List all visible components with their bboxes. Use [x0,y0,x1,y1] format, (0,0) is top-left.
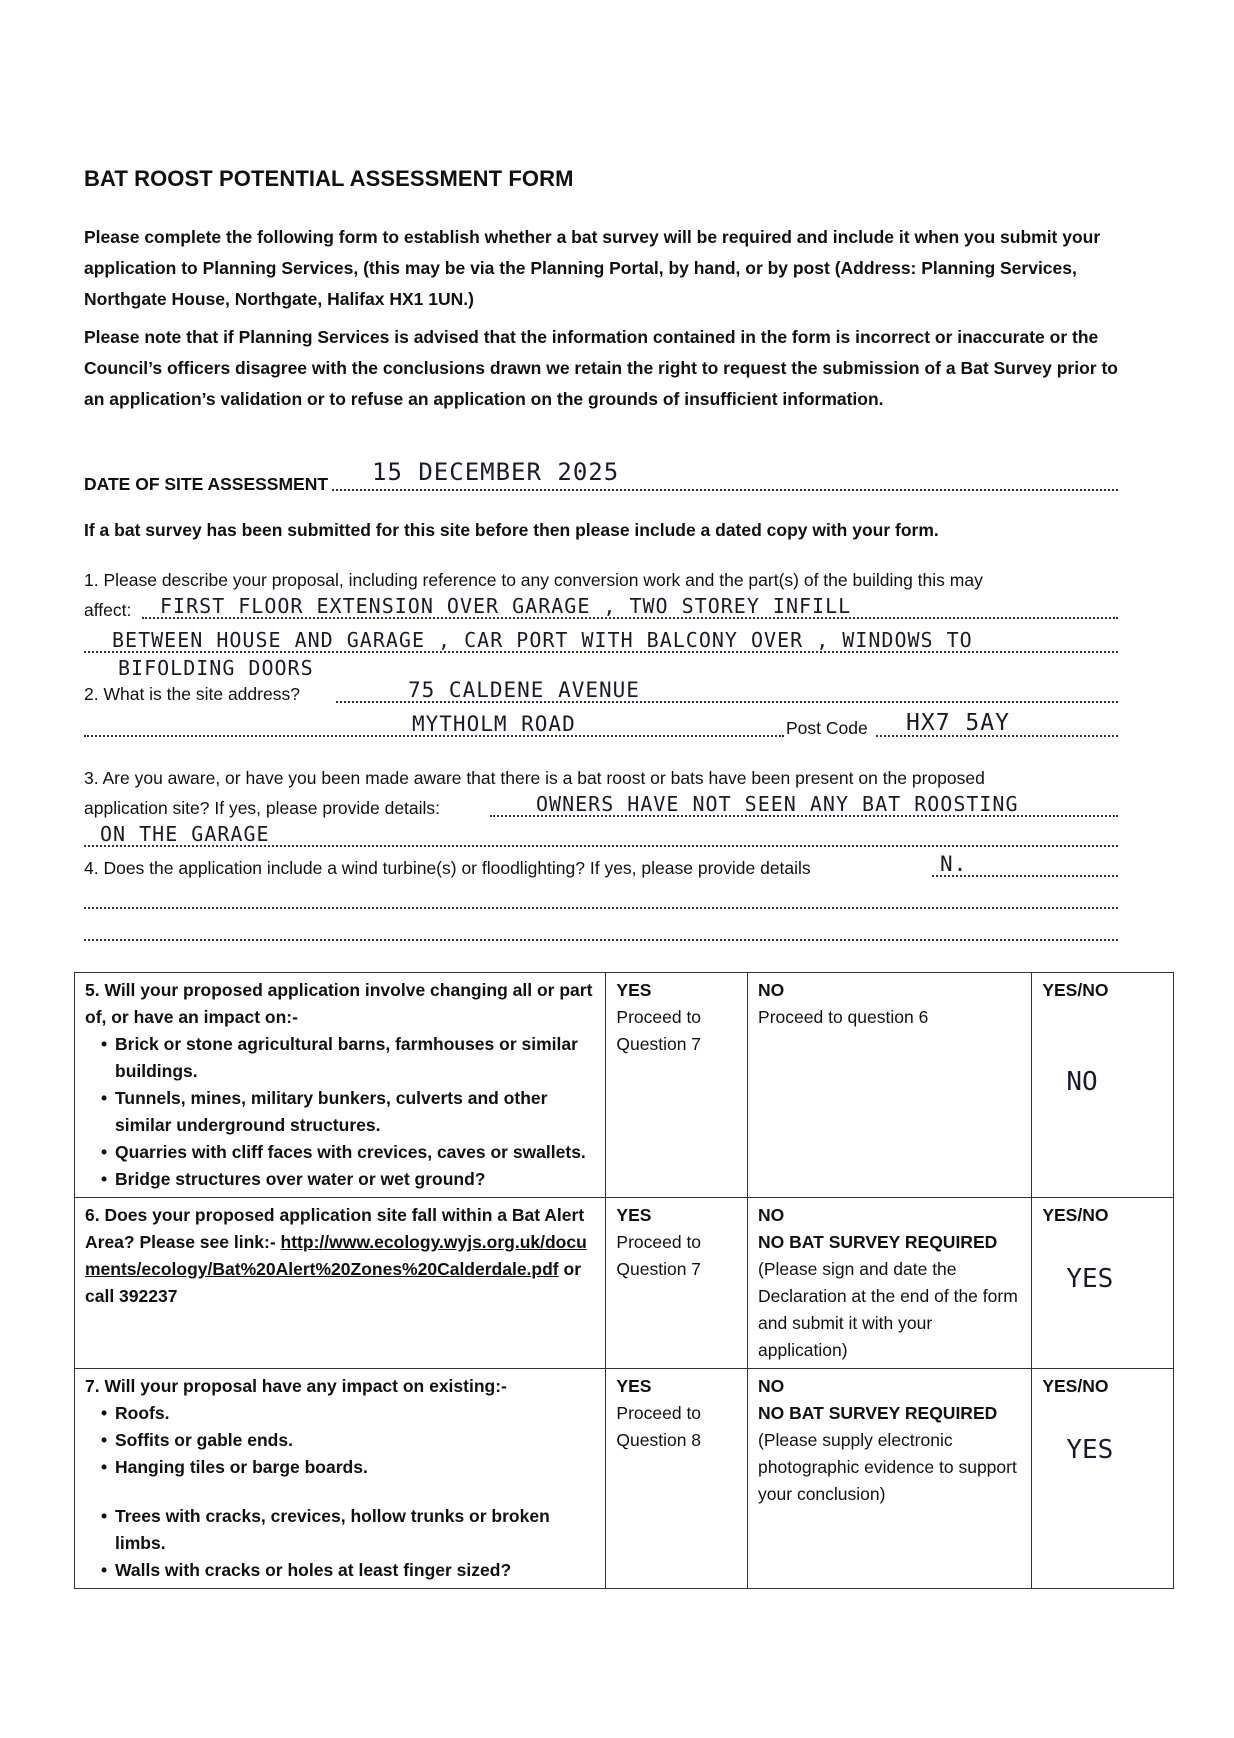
prior-survey-note: If a bat survey has been submitted for this site before then please include a dated copy with your form. [84,520,939,540]
form-title: BAT ROOST POTENTIAL ASSESSMENT FORM [84,166,574,191]
q7-bullets-a [85,1400,595,1481]
date-dotted-line [332,489,1118,491]
postcode-value[interactable]: HX7 5AY [906,710,1010,736]
q3-answer-2[interactable]: ON THE GARAGE [100,822,270,846]
q6-question: 6. Does your proposed application site fall within a Bat Alert Area? Please see link:- [85,1205,585,1252]
q1-answer-1[interactable]: FIRST FLOOR EXTENSION OVER GARAGE , TWO STOREY INFILL [160,594,852,618]
q7-no-text: (Please supply electronic photographic evidence to support your conclusion) [758,1430,1017,1504]
table-row-q5 [75,973,1174,1198]
list-item: • Bridge structures over water or wet ground? [101,1166,595,1193]
q2-answer-1[interactable]: 75 CALDENE AVENUE [408,678,640,702]
questions-table [74,972,1174,1589]
q7-no-cell [748,1369,1032,1589]
list-item: • Quarries with cliff faces with crevices, caves or swallets. [101,1139,595,1166]
q5-no-text: Proceed to question 6 [758,1007,929,1027]
q5-answer-cell [1032,973,1174,1198]
q1-affect-label: affect: [84,600,132,620]
q6-yes-head: YES [616,1205,652,1225]
q6-yn-head: YES/NO [1042,1205,1109,1225]
q4-text: 4. Does the application include a wind turbine(s) or floodlighting? If yes, please provide details [84,858,811,878]
q7-yn-head: YES/NO [1042,1376,1109,1396]
q7-no-head: NO [758,1376,785,1396]
q7-bullets-b [85,1503,595,1584]
q5-yes-text: Proceed to Question 7 [616,1007,702,1054]
q5-yes-cell [606,973,748,1198]
q6-answer[interactable]: YES [1066,1264,1114,1294]
q7-answer-cell [1032,1369,1174,1589]
list-item: • Trees with cracks, crevices, hollow trunks or broken limbs. [101,1503,595,1557]
q6-yes-text: Proceed to Question 7 [616,1232,702,1279]
q6-question-cell [75,1198,606,1369]
q2-text: 2. What is the site address? [84,684,300,704]
list-item: • Tunnels, mines, military bunkers, culverts and other similar underground structures. [101,1085,595,1139]
q5-no-head: NO [758,980,785,1000]
intro-paragraph: Please complete the following form to establish whether a bat survey will be required and include it when you submit your application to Planning Services, (this may be via the Planning Portal, by hand, or by post (Address: Planning Services, Northgate House, Northgate, Halifax HX1 1UN.) [84,227,1101,309]
q6-no-sub: NO BAT SURVEY REQUIRED [758,1232,998,1252]
q6-yes-cell [606,1198,748,1369]
q5-answer[interactable]: NO [1066,1067,1098,1097]
bat-alert-link[interactable]: http://www.ecology.wyjs.org.uk/documents/ecology/Bat%20Alert%20Zones%20Calderdale.pdf [85,1232,587,1279]
q7-yes-cell [606,1369,748,1589]
date-label: DATE OF SITE ASSESSMENT [84,474,329,494]
postcode-label: Post Code [786,718,868,738]
q5-bullets [85,1031,595,1193]
note-paragraph: Please note that if Planning Services is advised that the information contained in the form is incorrect or inaccurate or the Council’s officers disagree with the conclusions drawn we retain the right to request the submission of a Bat Survey prior to an application’s validation or to refuse an application on the grounds of insufficient information. [84,327,1118,409]
q3-details-label: application site? If yes, please provide details: [84,798,441,818]
q5-question: 5. Will your proposed application involve changing all or part of, or have an impact on:- [85,980,593,1027]
list-item: • Roofs. [101,1400,595,1427]
q1-text: 1. Please describe your proposal, including reference to any conversion work and the part(s) of the building this may [84,570,983,590]
list-item: • Soffits or gable ends. [101,1427,595,1454]
list-item: • Brick or stone agricultural barns, farmhouses or similar buildings. [101,1031,595,1085]
q4-line-3 [84,939,1118,941]
q7-answer[interactable]: YES [1066,1435,1114,1465]
list-item: • Hanging tiles or barge boards. [101,1454,595,1481]
q1-answer-2[interactable]: BETWEEN HOUSE AND GARAGE , CAR PORT WITH BALCONY OVER , WINDOWS TO [112,628,973,652]
q1-answer-3[interactable]: BIFOLDING DOORS [118,656,314,680]
table-row-q7 [75,1369,1174,1589]
q4-answer[interactable]: N. [940,852,968,876]
q7-yes-head: YES [616,1376,652,1396]
q6-no-cell [748,1198,1032,1369]
q6-answer-cell [1032,1198,1174,1369]
q3-text: 3. Are you aware, or have you been made aware that there is a bat roost or bats have been present on the proposed [84,768,985,788]
q3-answer-1[interactable]: OWNERS HAVE NOT SEEN ANY BAT ROOSTING [536,792,1019,816]
q5-no-cell [748,973,1032,1198]
q6-no-head: NO [758,1205,785,1225]
date-value[interactable]: 15 DECEMBER 2025 [372,458,620,486]
q5-yn-head: YES/NO [1042,980,1109,1000]
q6-no-text: (Please sign and date the Declaration at the end of the form and submit it with your application) [758,1259,1018,1360]
q7-question-cell [75,1369,606,1589]
q7-question: 7. Will your proposal have any impact on existing:- [85,1376,507,1396]
table-row-q6 [75,1198,1174,1369]
q6-after-link: or call 392237 [85,1259,582,1306]
q4-line-2 [84,907,1118,909]
q5-yes-head: YES [616,980,652,1000]
q7-yes-text: Proceed to Question 8 [616,1403,702,1450]
q7-no-sub: NO BAT SURVEY REQUIRED [758,1403,998,1423]
list-item: • Walls with cracks or holes at least finger sized? [101,1557,595,1584]
q2-answer-2[interactable]: MYTHOLM ROAD [412,712,576,736]
q5-question-cell [75,973,606,1198]
